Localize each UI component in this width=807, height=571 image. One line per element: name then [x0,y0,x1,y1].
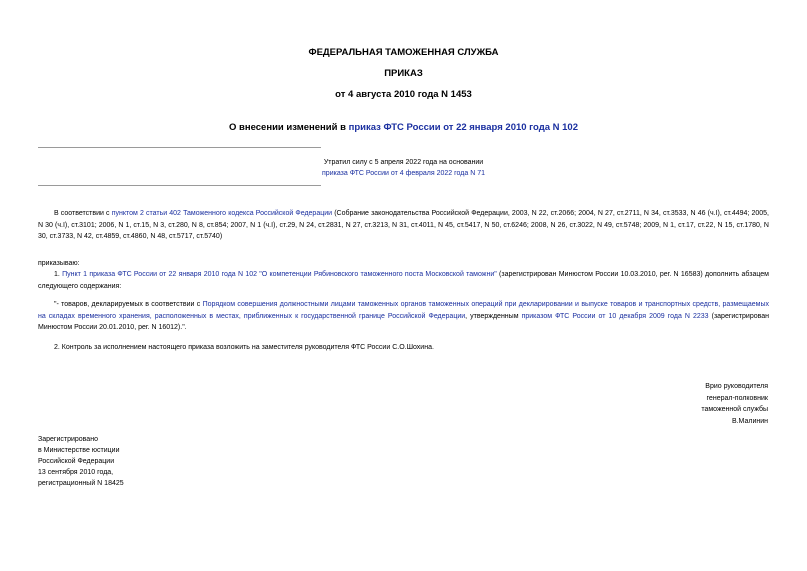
preamble-text-before: В соответствии с [54,210,112,217]
title-prefix: О внесении изменений в [229,122,349,133]
item-2-paragraph: 2. Контроль за исполнением настоящего приказа возложить на заместителя руководителя ФТС России С.О.Шохина. [54,344,434,351]
preamble-text-after: (Собрание законодательства Российской Федерации, 2003, N 22, ст.2066; 2004, N 27, ст.2711, N 34, ст.3533, N 46 (ч.I), ст.4494; 2005, N 30 (ч.I), ст.3101; 2006, N 1, ст.15, N 3, ст.280, N 8, ст.854; 2007, N 1 (ч.I), ст.29, N 24, ст.2831, N 27, ст.3213, N 31, ст.4011, N 45, ст.5417, N 50, ст.6246; 2008, N 26, ст.3022, N 49, ст.5748; 2009, N 1, ст.17, ст.22, N 15, ст.1780, N 30, ст.3733, N 42, ст.4859, ст.4860, N 48, ст.5717, ст.5740) [38,210,769,240]
doc-type-heading: ПРИКАЗ [384,68,423,79]
customs-code-link[interactable]: пунктом 2 статьи 402 Таможенного кодекса Российской Федерации [111,210,333,217]
quote-text-1: "- товаров, декларируемых в соответствии с [54,301,203,308]
top-rule [38,147,321,148]
title-order-link[interactable]: приказ ФТС России от 22 января 2010 года N 102 [348,122,578,133]
signature-block [701,381,768,427]
quote-text-2: , утвержденным [465,312,522,320]
agency-heading: ФЕДЕРАЛЬНАЯ ТАМОЖЕННАЯ СЛУЖБА [308,47,499,58]
registration-line: Зарегистрировано [38,436,98,443]
registration-line: Российской Федерации [38,458,115,465]
item-1-text: (зарегистрирован Минюстом России 10.03.2010, рег. N 16583) дополнить абзацем следующего содержания: [38,271,769,290]
registration-line: в Министерстве юстиции [38,447,120,454]
status-note [0,157,807,179]
order-2233-link[interactable]: приказом ФТС России от 10 декабря 2009 года N 2233 [521,312,709,320]
signature-line: генерал-полковник [706,394,768,402]
status-note-line: Утратил силу с 5 апреля 2022 года на основании [323,159,484,166]
order-word: приказываю: [38,260,80,267]
signature-line: таможенной службы [701,406,768,413]
quoted-paragraph [38,299,769,334]
registration-date: 13 сентября 2010 года, [38,469,114,476]
document-title [0,122,807,133]
item-1-paragraph [38,269,769,292]
quote-text-3: (зарегистрирован Минюстом России 20.01.2010, рег. N 16012).". [38,312,770,331]
order-102-point-link[interactable]: Пункт 1 приказа ФТС России от 22 января 2010 года N 102 "О компетенции Рябиновского таможенного поста Московской таможни" [62,271,497,278]
item-1-number: 1. [54,271,63,278]
registration-number: регистрационный N 18425 [38,480,124,487]
bottom-rule [38,185,321,186]
procedure-link[interactable]: Порядком совершения должностными лицами таможенных органов таможенных операций при декларировании и выпуске товаров и транспортных средств, размещаемых на складах временного хранения, расположенных в местах, приближенных к государственной границе Российской Федерации [38,301,770,320]
signature-line: Врио руководителя [705,383,768,390]
preamble-paragraph [38,208,769,243]
repeal-order-link[interactable]: приказа ФТС России от 4 февраля 2022 года N 71 [322,170,485,177]
signatory-name: В.Малинин [731,417,768,425]
date-number-heading: от 4 августа 2010 года N 1453 [335,89,472,100]
registration-block [38,434,124,489]
